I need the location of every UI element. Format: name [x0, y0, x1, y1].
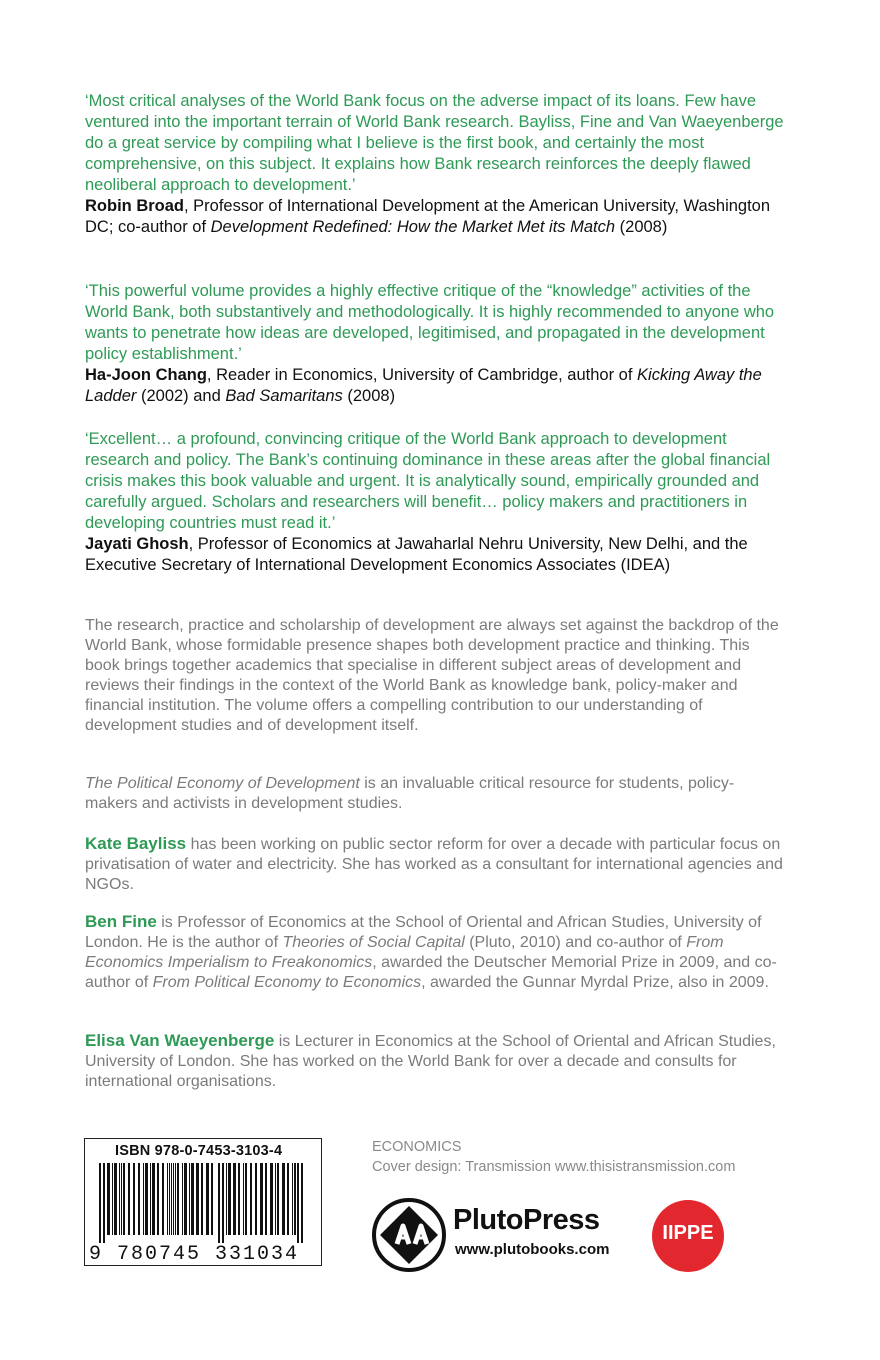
- publisher-url[interactable]: www.plutobooks.com: [455, 1241, 610, 1258]
- bio-author-name: Ben Fine: [85, 912, 157, 931]
- barcode-bar: [228, 1163, 231, 1235]
- attribution-text: (2002) and: [136, 387, 226, 405]
- attribution-text: , Professor of International Development at the American University, Washington DC; co-author of: [85, 197, 771, 236]
- bio-author-name: Elisa Van Waeyenberge: [85, 1031, 275, 1050]
- design-credit: Cover design: Transmission www.thisistransmission.com: [372, 1159, 736, 1175]
- barcode-bar: [226, 1163, 227, 1235]
- barcode-guard-bar: [103, 1163, 105, 1243]
- category-label: ECONOMICS: [372, 1139, 462, 1155]
- barcode-guard-bar: [218, 1163, 220, 1243]
- barcode-bar: [138, 1163, 140, 1235]
- barcode-bar: [196, 1163, 199, 1235]
- barcode-bar: [171, 1163, 172, 1235]
- barcode-guard-bar: [222, 1163, 224, 1243]
- barcode-bar: [112, 1163, 113, 1235]
- bio-text: , awarded the Deutscher Memorial Prize in 2009, and co-author of: [85, 954, 777, 991]
- book-title: Kicking Away the Ladder: [85, 366, 762, 405]
- barcode-bar: [167, 1163, 168, 1235]
- description-paragraph: The research, practice and scholarship of development are always set against the backdrop of the World Bank, whose formidable presence shapes both development practice and thinking. This book brings together academics that specialise in different subject areas of development and reviews their findings in the context of the World Bank as knowledge bank, policy-maker and financial institution. The volume offers a compelling contribution to our understanding of development studies and of development itself.: [85, 617, 779, 734]
- barcode-bar: [275, 1163, 276, 1235]
- barcode-bar: [182, 1163, 183, 1235]
- barcode-bar: [292, 1163, 293, 1235]
- barcode-bar: [238, 1163, 240, 1235]
- barcode-bar: [143, 1163, 144, 1235]
- book-title: From Political Economy to Economics: [152, 974, 422, 991]
- barcode-guard-bar: [99, 1163, 101, 1243]
- barcode-bar: [201, 1163, 203, 1235]
- bio-text: (Pluto, 2010) and co-author of: [464, 934, 687, 951]
- barcode-bar: [184, 1163, 187, 1235]
- author-bio-1: [85, 834, 785, 895]
- barcode-bars: [99, 1163, 309, 1243]
- barcode-bar: [270, 1163, 273, 1235]
- isbn-digits: 9 780745 331034: [89, 1243, 300, 1266]
- barcode-bar: [294, 1163, 296, 1235]
- attribution-text: (2008): [615, 218, 668, 236]
- barcode-guard-bar: [301, 1163, 303, 1243]
- barcode-bar: [133, 1163, 135, 1235]
- bio-text: has been working on public sector reform for over a decade with particular focus on privatisation of water and electricity. She has worked as a consultant for international agencies and NGOs.: [85, 836, 783, 893]
- quote-block-3: [85, 429, 785, 576]
- barcode-bar: [245, 1163, 247, 1235]
- barcode-bar: [121, 1163, 122, 1235]
- iippe-logo-text: IIPPE: [662, 1222, 714, 1244]
- summary-paragraph: [85, 774, 785, 814]
- isbn-barcode: [84, 1138, 322, 1266]
- quote-attribution: [85, 196, 785, 238]
- iippe-logo: [652, 1200, 724, 1272]
- barcode-bar: [265, 1163, 267, 1235]
- quote-text: ‘Excellent… a profound, convincing critique of the World Bank approach to development research and policy. The Bank’s continuing dominance in these areas after the global financial crisis makes this book valuable and urgent. It is analytically sound, empirically grounded and carefully argued. Scholars and researchers will benefit… policy makers and practitioners in developing countries must read it.’: [85, 430, 771, 532]
- barcode-bar: [162, 1163, 164, 1235]
- quote-author: Jayati Ghosh: [85, 535, 189, 553]
- barcode-bar: [152, 1163, 155, 1235]
- book-title: Theories of Social Capital: [282, 934, 465, 951]
- book-description: [85, 616, 785, 736]
- book-title: Bad Samaritans: [225, 387, 343, 405]
- summary-text: is an invaluable critical resource for students, policy-makers and activists in development studies.: [85, 775, 735, 812]
- bio-author-name: Kate Bayliss: [85, 834, 187, 853]
- barcode-bar: [282, 1163, 285, 1235]
- barcode-guard-bar: [297, 1163, 299, 1243]
- pluto-press-logo-icon: [372, 1198, 446, 1272]
- barcode-bar: [189, 1163, 190, 1235]
- quote-text: ‘Most critical analyses of the World Bank focus on the adverse impact of its loans. Few have ventured into the important terrain of World Bank research. Bayliss, Fine and Van Waeyenberge do a great service by compiling what I believe is the first book, and certainly the most comprehensive, on this subject. It explains how Bank research reinforces the deeply flawed neoliberal approach to development.’: [85, 92, 784, 194]
- book-title: The Political Economy of Development: [85, 775, 360, 792]
- footer-credits: [372, 1137, 735, 1177]
- bio-text: is Lecturer in Economics at the School of Oriental and African Studies, University of London. She has worked on the World Bank for over a decade and consults for international organisations.: [85, 1033, 776, 1090]
- barcode-bar: [255, 1163, 257, 1235]
- barcode-bar: [175, 1163, 176, 1235]
- author-bio-2: [85, 912, 785, 993]
- bio-text: is Professor of Economics at the School of Oriental and African Studies, University of London. He is the author of: [85, 914, 762, 951]
- attribution-text: , Reader in Economics, University of Cambridge, author of: [206, 366, 638, 384]
- barcode-bar: [233, 1163, 236, 1235]
- barcode-bar: [119, 1163, 120, 1235]
- barcode-bar: [173, 1163, 174, 1235]
- barcode-bar: [206, 1163, 209, 1235]
- quote-text: ‘This powerful volume provides a highly effective critique of the “knowledge” activities of the World Bank, both substantively and methodologically. It is highly recommended to anyone who wants to penetrate how ideas are developed, legitimised, and propagated in the development policy establishment.’: [85, 282, 775, 363]
- bio-paragraph: [85, 912, 785, 993]
- barcode-bar: [191, 1163, 194, 1235]
- barcode-bar: [150, 1163, 151, 1235]
- attribution-text: , Professor of Economics at Jawaharlal Nehru University, New Delhi, and the Executive Secretary of International Development Economics Associates (IDEA): [85, 535, 748, 574]
- author-bio-3: [85, 1031, 785, 1092]
- book-title: From Economics Imperialism to Freakonomics: [85, 934, 724, 971]
- quote-block-1: [85, 91, 785, 238]
- bio-text: , awarded the Gunnar Myrdal Prize, also in 2009.: [421, 974, 769, 991]
- barcode-bar: [107, 1163, 110, 1235]
- attribution-text: (2008): [342, 387, 396, 405]
- bio-paragraph: [85, 1031, 785, 1092]
- quote-attribution: [85, 365, 785, 407]
- barcode-bar: [211, 1163, 213, 1235]
- publisher-name: PlutoPress: [453, 1204, 600, 1236]
- barcode-bar: [128, 1163, 130, 1235]
- book-summary: [85, 774, 785, 814]
- quote-author: Robin Broad: [85, 197, 184, 215]
- barcode-bar: [260, 1163, 263, 1235]
- quote-block-2: [85, 281, 785, 407]
- barcode-bar: [114, 1163, 117, 1235]
- quote-attribution: [85, 534, 785, 576]
- barcode-bar: [157, 1163, 159, 1235]
- barcode-bar: [169, 1163, 170, 1235]
- barcode-bar: [177, 1163, 179, 1235]
- quote-author: Ha-Joon Chang: [85, 366, 207, 384]
- barcode-bar: [250, 1163, 252, 1235]
- barcode-bar: [287, 1163, 289, 1235]
- barcode-bar: [123, 1163, 125, 1235]
- book-title: Development Redefined: How the Market Met its Match: [210, 218, 616, 236]
- barcode-bar: [243, 1163, 244, 1235]
- barcode-bar: [145, 1163, 148, 1235]
- bio-paragraph: [85, 834, 785, 895]
- isbn-label: ISBN 978-0-7453-3103-4: [115, 1143, 283, 1159]
- barcode-bar: [277, 1163, 279, 1235]
